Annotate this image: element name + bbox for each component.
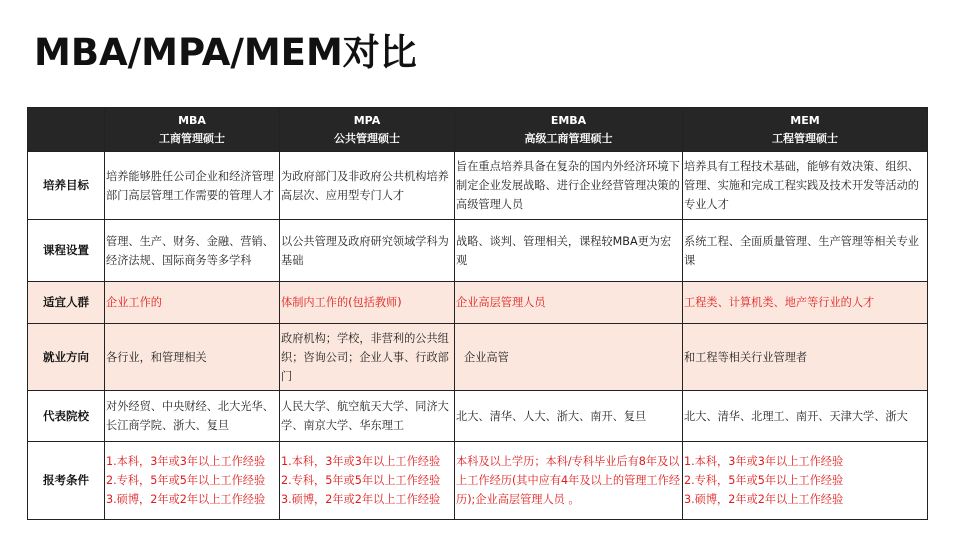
- row-label: 报考条件: [28, 442, 105, 520]
- header-cell-mem: [683, 108, 928, 152]
- header-cell-mpa: [280, 108, 455, 152]
- table-cell: [455, 442, 683, 520]
- table-cell: 北大、清华、北理工、南开、天津大学、浙大: [683, 391, 928, 442]
- row-label: 代表院校: [28, 391, 105, 442]
- table-cell: 培养能够胜任公司企业和经济管理部门高层管理工作需要的管理人才: [105, 152, 280, 220]
- requirement-line: 2.专科，5年或5年以上工作经验: [684, 474, 844, 487]
- column-code: MPA: [353, 113, 381, 127]
- table-header-row: [28, 108, 928, 152]
- requirement-line: 3.硕博，2年或2年以上工作经验: [281, 493, 441, 506]
- column-code: MBA: [178, 113, 206, 127]
- table-row: [28, 324, 928, 391]
- column-name: 工程管理硕士: [772, 131, 838, 145]
- table-cell: 企业工作的: [105, 282, 280, 324]
- requirement-line: 1.本科，3年或3年以上工作经验: [684, 455, 844, 468]
- table-row: [28, 152, 928, 220]
- table-cell: 工程类、计算机类、地产等行业的人才: [683, 282, 928, 324]
- table-cell: 对外经贸、中央财经、北大光华、长江商学院、浙大、复旦: [105, 391, 280, 442]
- table-cell: 人民大学、航空航天大学、同济大学、南京大学、华东理工: [280, 391, 455, 442]
- table-cell: 培养具有工程技术基础，能够有效决策、组织、管理、实施和完成工程实践及技术开发等活动的专业人才: [683, 152, 928, 220]
- requirement-line: 3.硕博，2年或2年以上工作经验: [106, 493, 266, 506]
- requirement-line: 2.专科，5年或5年以上工作经验: [106, 474, 266, 487]
- table-cell: 战略、谈判、管理相关，课程较MBA更为宏观: [455, 220, 683, 282]
- table-cell: 旨在重点培养具备在复杂的国内外经济环境下制定企业发展战略、进行企业经营管理决策的高级管理人员: [455, 152, 683, 220]
- row-label: 课程设置: [28, 220, 105, 282]
- column-name: 公共管理硕士: [334, 131, 400, 145]
- header-corner-cell: [28, 108, 105, 152]
- requirement-line: 2.专科，5年或5年以上工作经验: [281, 474, 441, 487]
- column-name: 工商管理硕士: [159, 131, 225, 145]
- table-cell: 企业高层管理人员: [455, 282, 683, 324]
- table-cell: 和工程等相关行业管理者: [683, 324, 928, 391]
- table-row: [28, 282, 928, 324]
- row-label: 培养目标: [28, 152, 105, 220]
- requirement-line: 3.硕博，2年或2年以上工作经验: [684, 493, 844, 506]
- table-cell: 为政府部门及非政府公共机构培养高层次、应用型专门人才: [280, 152, 455, 220]
- row-label: 就业方向: [28, 324, 105, 391]
- column-code: EMBA: [550, 113, 587, 127]
- page-title: MBA/MPA/MEM对比: [34, 31, 417, 74]
- header-cell-mba: [105, 108, 280, 152]
- requirement-line: 1.本科，3年或3年以上工作经验: [106, 455, 266, 468]
- requirement-line: 1.本科，3年或3年以上工作经验: [281, 455, 441, 468]
- table-row: [28, 391, 928, 442]
- table-cell: 体制内工作的(包括教师): [280, 282, 455, 324]
- table-cell: 以公共管理及政府研究领域学科为基础: [280, 220, 455, 282]
- table-row: [28, 220, 928, 282]
- cell-text: 企业高管: [464, 350, 509, 364]
- table-row: [28, 442, 928, 520]
- table-cell: 北大、清华、人大、浙大、南开、复旦: [455, 391, 683, 442]
- column-name: 高级工商管理硕士: [524, 131, 613, 145]
- column-code: MEM: [790, 113, 820, 127]
- table-cell: 政府机构；学校，非营利的公共组织；咨询公司；企业人事、行政部门: [280, 324, 455, 391]
- header-cell-emba: [455, 108, 683, 152]
- table-cell: 管理、生产、财务、金融、营销、经济法规、国际商务等多学科: [105, 220, 280, 282]
- table-cell: [105, 442, 280, 520]
- table-cell: 各行业，和管理相关: [105, 324, 280, 391]
- requirement-line: 本科及以上学历；本科/专科毕业后有8年及以上工作经历(其中应有4年及以上的管理工作经历);企业高层管理人员 。: [456, 455, 681, 506]
- comparison-table: [27, 107, 928, 520]
- table-cell: [683, 442, 928, 520]
- table-cell: [455, 324, 683, 391]
- row-label: 适宜人群: [28, 282, 105, 324]
- table-cell: 系统工程、全面质量管理、生产管理等相关专业课: [683, 220, 928, 282]
- table-cell: [280, 442, 455, 520]
